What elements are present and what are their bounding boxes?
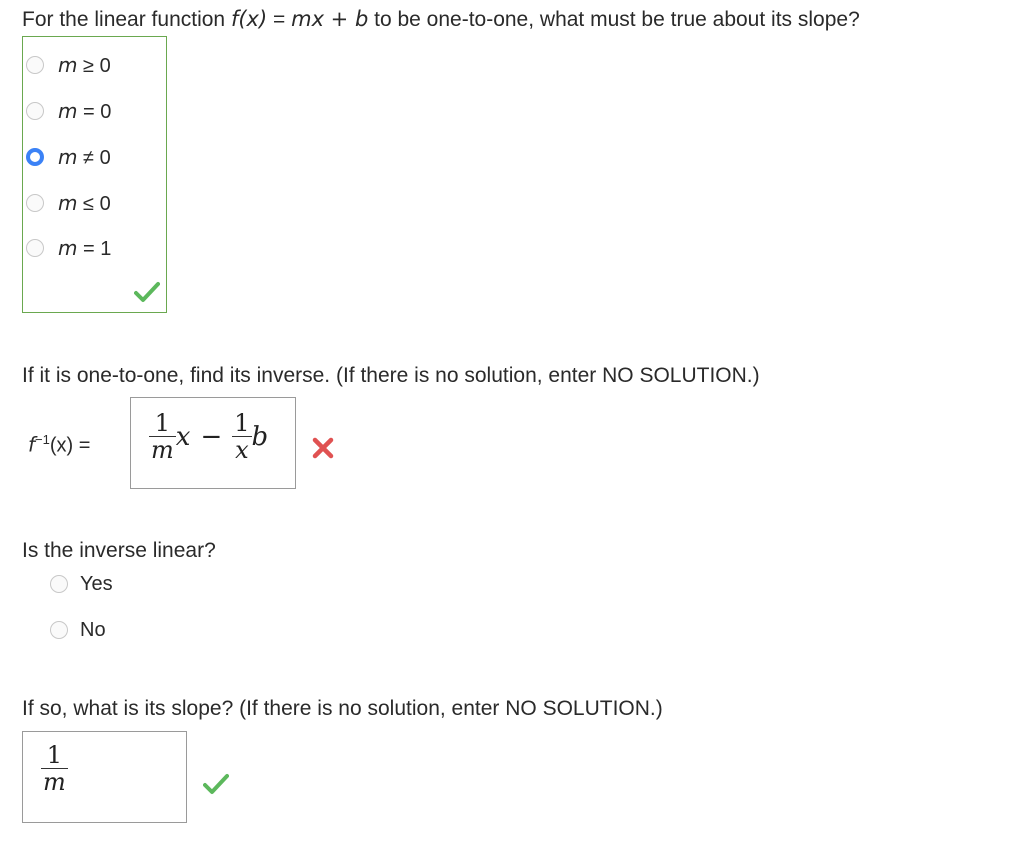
choice-label xyxy=(58,99,111,124)
fraction-1-over-x xyxy=(232,410,251,463)
fraction-numerator: 1 xyxy=(46,741,63,769)
fraction-numerator: 1 xyxy=(154,409,171,437)
choice-m-eq-0[interactable] xyxy=(26,93,111,129)
choice-m-neq-0[interactable] xyxy=(26,139,111,175)
choice-relation: ≥ 0 xyxy=(77,54,111,77)
choice-label xyxy=(58,236,111,261)
incorrect-x-icon xyxy=(312,437,334,459)
question-4-text: If so, what is its slope? (If there is no solution, enter NO SOLUTION.) xyxy=(22,697,663,720)
fraction-denominator: x xyxy=(235,436,249,464)
inverse-answer-expression xyxy=(149,410,268,463)
choice-relation: ≤ 0 xyxy=(77,192,111,215)
fraction-denominator: m xyxy=(43,768,66,796)
minus-operator: − xyxy=(200,421,223,452)
radio-button-selected[interactable] xyxy=(26,148,44,166)
choice-variable: m xyxy=(58,98,78,123)
radio-button[interactable] xyxy=(26,102,44,120)
question-1-text xyxy=(22,7,860,32)
question-3-text: Is the inverse linear? xyxy=(22,539,216,562)
radio-button[interactable] xyxy=(26,194,44,212)
function-name: f(x) xyxy=(230,7,268,31)
choice-no-label: No xyxy=(80,618,106,641)
fraction-1-over-m xyxy=(41,742,68,795)
choice-relation: = 1 xyxy=(77,237,112,260)
choice-variable: m xyxy=(58,190,78,215)
choice-relation: = 0 xyxy=(77,100,112,123)
choice-label xyxy=(58,145,111,170)
choice-variable: m xyxy=(58,144,78,169)
choice-m-geq-0[interactable] xyxy=(26,47,111,83)
slope-answer-expression xyxy=(41,742,68,795)
inverse-superscript: −1 xyxy=(35,432,50,447)
choice-variable: m xyxy=(58,52,78,77)
term-b: b xyxy=(251,421,269,452)
fraction-numerator: 1 xyxy=(234,409,250,437)
choice-yes[interactable] xyxy=(50,566,113,602)
radio-button[interactable] xyxy=(50,621,68,639)
function-expression: mx + b xyxy=(291,7,369,31)
fraction-denominator: m xyxy=(151,436,174,464)
inverse-label xyxy=(28,432,90,458)
choice-m-leq-0[interactable] xyxy=(26,185,111,221)
question-1-suffix: to be one-to-one, what must be true about its slope? xyxy=(368,8,860,31)
choice-label xyxy=(58,53,111,78)
radio-button[interactable] xyxy=(26,239,44,257)
radio-button[interactable] xyxy=(50,575,68,593)
choice-yes-label: Yes xyxy=(80,572,113,595)
term-x: x xyxy=(175,421,191,452)
question-1-prefix: For the linear function xyxy=(22,8,231,31)
choice-m-eq-1[interactable] xyxy=(26,230,111,266)
choice-relation: ≠ 0 xyxy=(77,146,111,169)
choice-label xyxy=(58,191,111,216)
fraction-1-over-m xyxy=(149,410,176,463)
slope-answer-input[interactable] xyxy=(22,731,187,823)
choice-no[interactable] xyxy=(50,612,106,648)
radio-button[interactable] xyxy=(26,56,44,74)
correct-check-icon xyxy=(134,281,160,303)
correct-check-icon xyxy=(203,773,229,795)
choice-variable: m xyxy=(58,235,78,260)
question-2-text: If it is one-to-one, find its inverse. (If there is no solution, enter NO SOLUTION.) xyxy=(22,364,760,387)
inverse-argument: (x) = xyxy=(49,434,91,457)
inverse-f: f xyxy=(28,432,36,457)
equals-sign: = xyxy=(267,8,292,31)
inverse-answer-input[interactable] xyxy=(130,397,296,489)
